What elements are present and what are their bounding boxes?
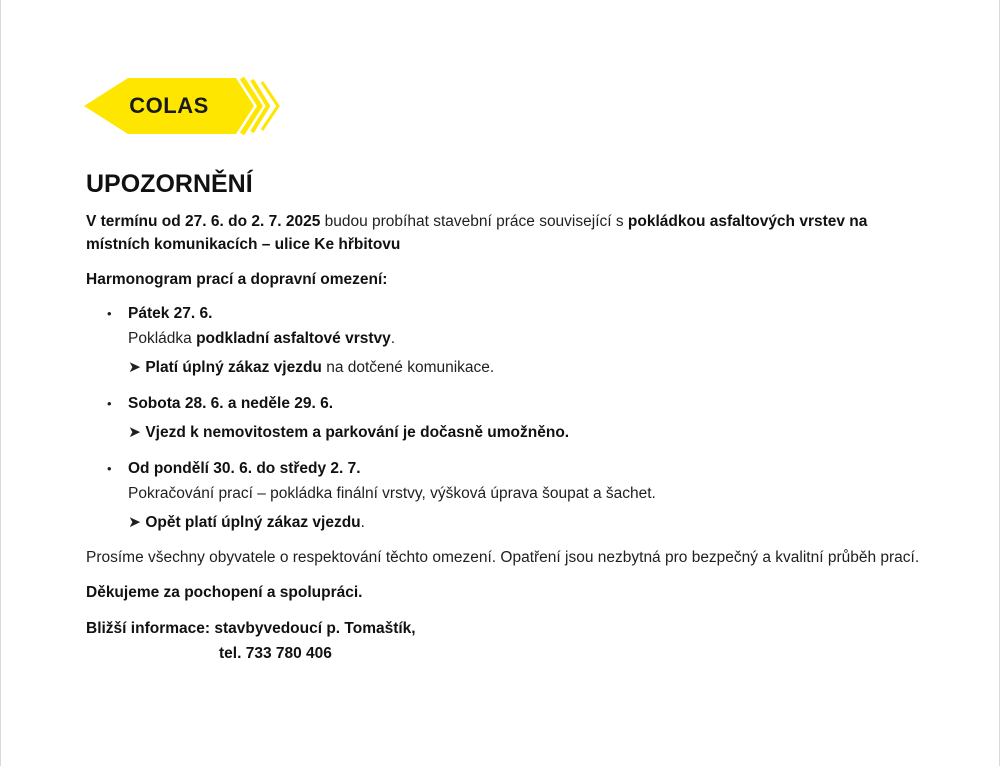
desc-suffix: . (390, 330, 396, 347)
arrow-right-icon: ➤ (128, 514, 141, 531)
schedule-date: • Od pondělí 30. 6. do středy 2. 7. (128, 460, 361, 477)
list-item (86, 301, 926, 380)
arrow-right-icon: ➤ (128, 359, 141, 376)
schedule-date: • Pátek 27. 6. (128, 305, 213, 322)
thanks-text: Děkujeme za pochopení a spolupráci. (86, 584, 363, 601)
desc-bold: podkladní asfaltové vrstvy (196, 330, 391, 347)
schedule-note (128, 510, 926, 535)
schedule-desc (128, 326, 926, 351)
note-bold: Vjezd k nemovitostem a parkování je dočasně umožněno. (145, 424, 570, 441)
intro-date: V termínu od 27. 6. do 2. 7. 2025 (86, 213, 321, 230)
note-bold: Platí úplný zákaz vjezdu (145, 359, 322, 376)
list-item (86, 456, 926, 535)
page-title: UPOZORNĚNÍ (86, 170, 253, 198)
schedule-desc: Pokračování prací – pokládka finální vrstvy, výšková úprava šoupat a šachet. (128, 485, 656, 502)
notice-content (86, 168, 926, 666)
schedule-date: • Sobota 28. 6. a neděle 29. 6. (128, 395, 334, 412)
note-bold: Opět platí úplný zákaz vjezdu (145, 514, 361, 531)
schedule-list (86, 301, 926, 535)
schedule-heading (86, 268, 926, 291)
intro-paragraph (86, 210, 926, 256)
schedule-heading-text: Harmonogram prací a dopravní omezení: (86, 271, 388, 288)
desc-prefix: Pokládka (128, 330, 197, 347)
colas-logo-text: COLAS (129, 93, 209, 118)
arrow-right-icon: ➤ (128, 424, 141, 441)
intro-middle: budou probíhat stavební práce související s (320, 213, 628, 230)
note-suffix: na dotčené komunikace. (321, 359, 495, 376)
thanks-line (86, 581, 926, 604)
contact-info (86, 616, 926, 666)
schedule-note (128, 420, 926, 445)
note-suffix: . (360, 514, 365, 531)
schedule-note (128, 355, 926, 380)
closing-paragraph: Prosíme všechny obyvatele o respektování těchto omezení. Opatření jsou nezbytná pro bezpečný a kvalitní průběh prací. (86, 549, 920, 566)
list-item (86, 391, 926, 445)
intro-subject: pokládkou asfaltových vrstev na místních komunikacích – ulice Ke hřbitovu (86, 213, 868, 253)
colas-logo (84, 74, 284, 138)
contact-phone: tel. 733 780 406 (219, 645, 332, 662)
contact-person: Bližší informace: stavbyvedoucí p. Tomaštík, (86, 620, 416, 637)
